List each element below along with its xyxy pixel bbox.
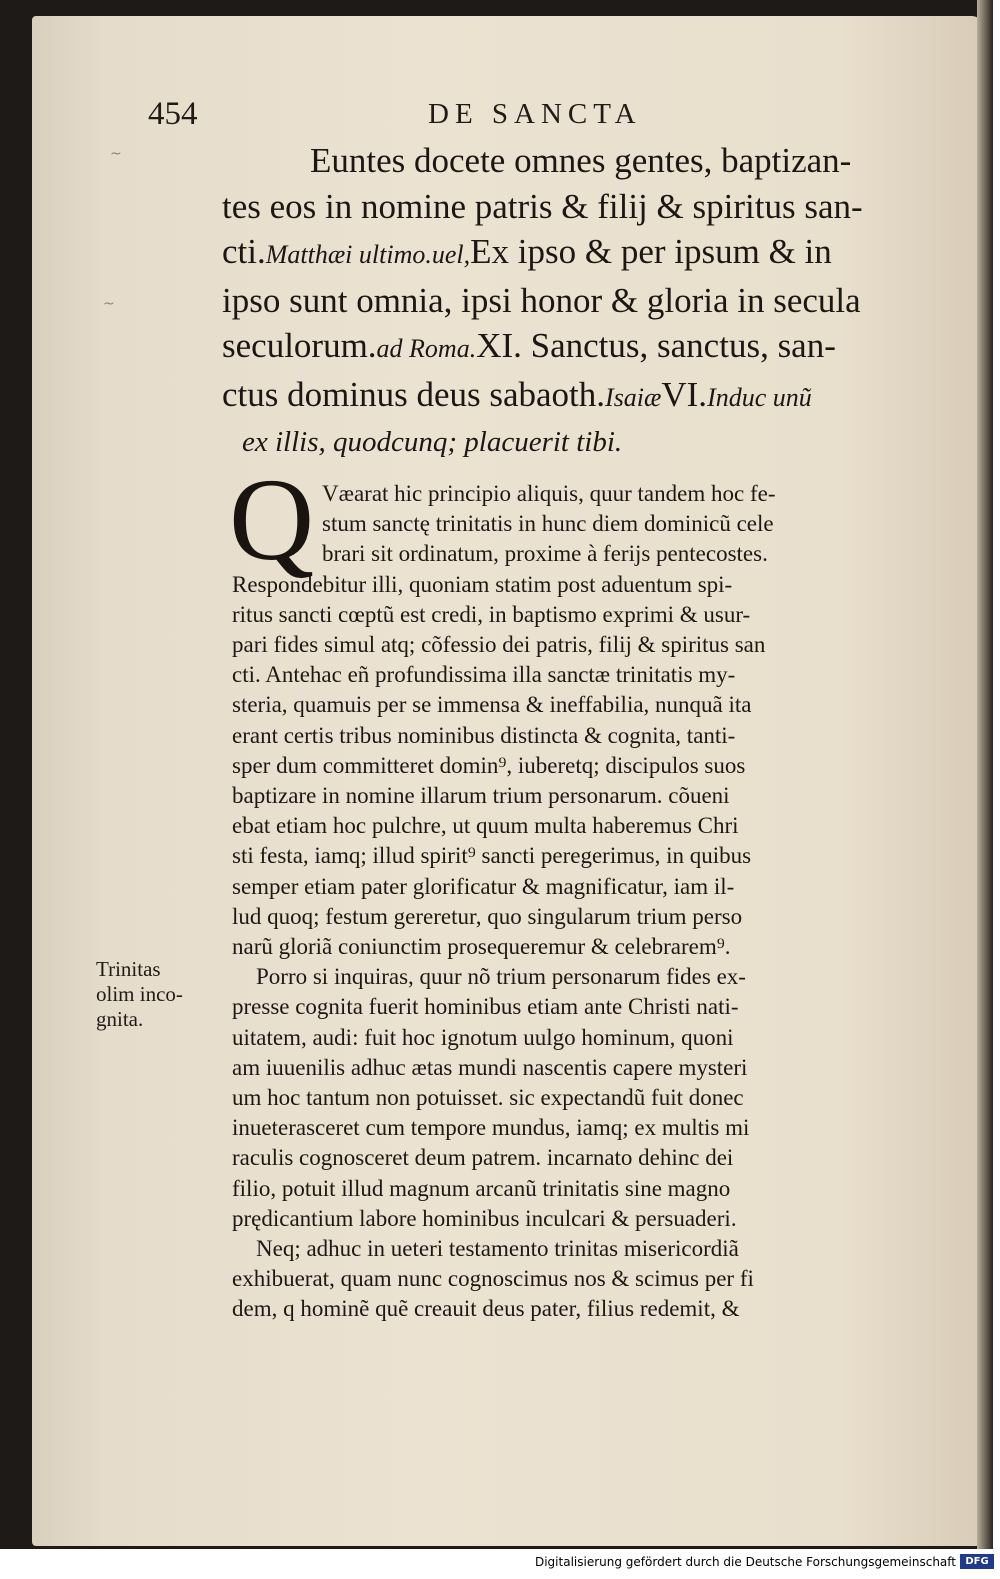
body-line: sper dum committeret domin⁹, iuberetq; discipulos suos bbox=[232, 752, 746, 778]
body-line: ebat etiam hoc pulchre, ut quum multa haberemus Chri bbox=[232, 813, 739, 839]
marginal-note-line: olim inco- bbox=[96, 982, 183, 1006]
epigraph-line bbox=[222, 229, 942, 278]
body-line: sti festa, iamq; illud spirit⁹ sancti peregerimus, in quibus bbox=[232, 843, 752, 869]
body-line: am iuuenilis adhuc ætas mundi nascentis capere mysteri bbox=[232, 1054, 748, 1080]
body-line: raculis cognosceret deum patrem. incarnato dehinc dei bbox=[232, 1145, 734, 1171]
epigraph-line: Euntes docete omnes gentes, baptizan- bbox=[310, 141, 852, 180]
pencil-mark: ~ bbox=[103, 296, 115, 312]
body-line: Væarat hic principio aliquis, quur tandem hoc fe- bbox=[322, 481, 776, 506]
funding-footer bbox=[0, 1549, 1000, 1579]
body-line: filio, potuit illud magnum arcanũ trinitatis sine magno bbox=[232, 1175, 731, 1201]
body-line: Respondebitur illi, quoniam statim post aduentum spi- bbox=[232, 571, 733, 597]
body-line: exhibuerat, quam nunc cognoscimus nos & scimus per fi bbox=[232, 1266, 754, 1292]
body-line: semper etiam pater glorificatur & magnificatur, iam il- bbox=[232, 873, 735, 899]
epigraph-text: XI. Sanctus, sanctus, san- bbox=[476, 326, 836, 365]
epigraph-line bbox=[222, 372, 942, 421]
body-line: Porro si inquiras, quur nõ trium personarum fides ex- bbox=[256, 964, 746, 990]
epigraph-text: Ex ipso & per ipsum & in bbox=[470, 232, 832, 271]
marginal-note-line: Trinitas bbox=[96, 957, 161, 981]
body-line: prędicantium labore hominibus inculcari & persuaderi. bbox=[232, 1205, 737, 1231]
body-line: lud quoq; festum gereretur, quo singularum trium perso bbox=[232, 903, 743, 929]
body-line: uitatem, audi: fuit hoc ignotum uulgo hominum, quoni bbox=[232, 1024, 734, 1050]
body-line: stum sanctę trinitatis in hunc diem dominicũ cele bbox=[322, 511, 774, 537]
body-text bbox=[232, 479, 932, 1325]
body-line: presse cognita fuerit hominibus etiam ante Christi nati- bbox=[232, 994, 739, 1020]
body-line: brari sit ordinatum, proxime à ferijs pentecostes. bbox=[322, 541, 768, 567]
body-line: cti. Antehac eñ profundissima illa sanctæ trinitatis my- bbox=[232, 662, 736, 688]
body-line: steria, quamuis per se immensa & ineffabilia, nunquã ita bbox=[232, 692, 752, 718]
epigraph-text: ctus dominus deus sabaoth. bbox=[222, 374, 606, 414]
body-line: narũ gloriã coniunctim prosequeremur & celebrarem⁹. bbox=[232, 934, 731, 960]
citation-romans: ad Roma. bbox=[376, 334, 477, 363]
epigraph-text: seculorum. bbox=[222, 326, 377, 365]
pencil-mark: ~ bbox=[110, 146, 122, 162]
epigraph bbox=[222, 138, 942, 466]
body-line: pari fides simul atq; cõfessio dei patris, filij & spiritus san bbox=[232, 632, 766, 658]
marginal-note-line: gnita. bbox=[96, 1007, 144, 1031]
page-number: 454 bbox=[148, 96, 198, 132]
body-line: Neq; adhuc in ueteri testamento trinitas misericordiã bbox=[256, 1236, 739, 1262]
epigraph-line: ex illis, quodcunq; placuerit tibi. bbox=[242, 426, 623, 458]
body-line: ritus sancti cœptũ est credi, in baptismo exprimi & usur- bbox=[232, 601, 751, 627]
body-line: erant certis tribus nominibus distincta & cognita, tanti- bbox=[232, 722, 736, 748]
epigraph-line: tes eos in nomine patris & filij & spiritus san- bbox=[222, 186, 863, 226]
epigraph-line bbox=[222, 323, 942, 372]
epigraph-text: Induc unũ bbox=[707, 382, 812, 412]
body-line: inueterasceret cum tempore mundus, iamq; ex multis mi bbox=[232, 1115, 750, 1141]
book-edge bbox=[977, 0, 993, 1549]
epigraph-text: cti. bbox=[222, 232, 266, 271]
body-line: baptizare in nomine illarum trium personarum. cõueni bbox=[232, 783, 730, 809]
funding-notice: Digitalisierung gefördert durch die Deutsche Forschungsgemeinschaft bbox=[534, 1555, 956, 1569]
marginal-note bbox=[96, 957, 216, 1032]
citation-matthew: Matthæi ultimo.uel, bbox=[265, 240, 471, 269]
epigraph-line: ipso sunt omnia, ipsi honor & gloria in secula bbox=[222, 280, 861, 320]
drop-cap: Q bbox=[229, 454, 315, 585]
dfg-logo-icon: DFG bbox=[960, 1554, 994, 1569]
body-line: dem, q hominẽ quẽ creauit deus pater, filius redemit, & bbox=[232, 1296, 740, 1322]
epigraph-text: VI. bbox=[661, 374, 708, 414]
body-line: um hoc tantum non potuisset. sic expectandũ fuit donec bbox=[232, 1085, 744, 1111]
page-header bbox=[0, 96, 993, 136]
citation-isaiah: Isaiæ bbox=[605, 382, 662, 412]
running-title: DE SANCTA bbox=[428, 98, 642, 130]
